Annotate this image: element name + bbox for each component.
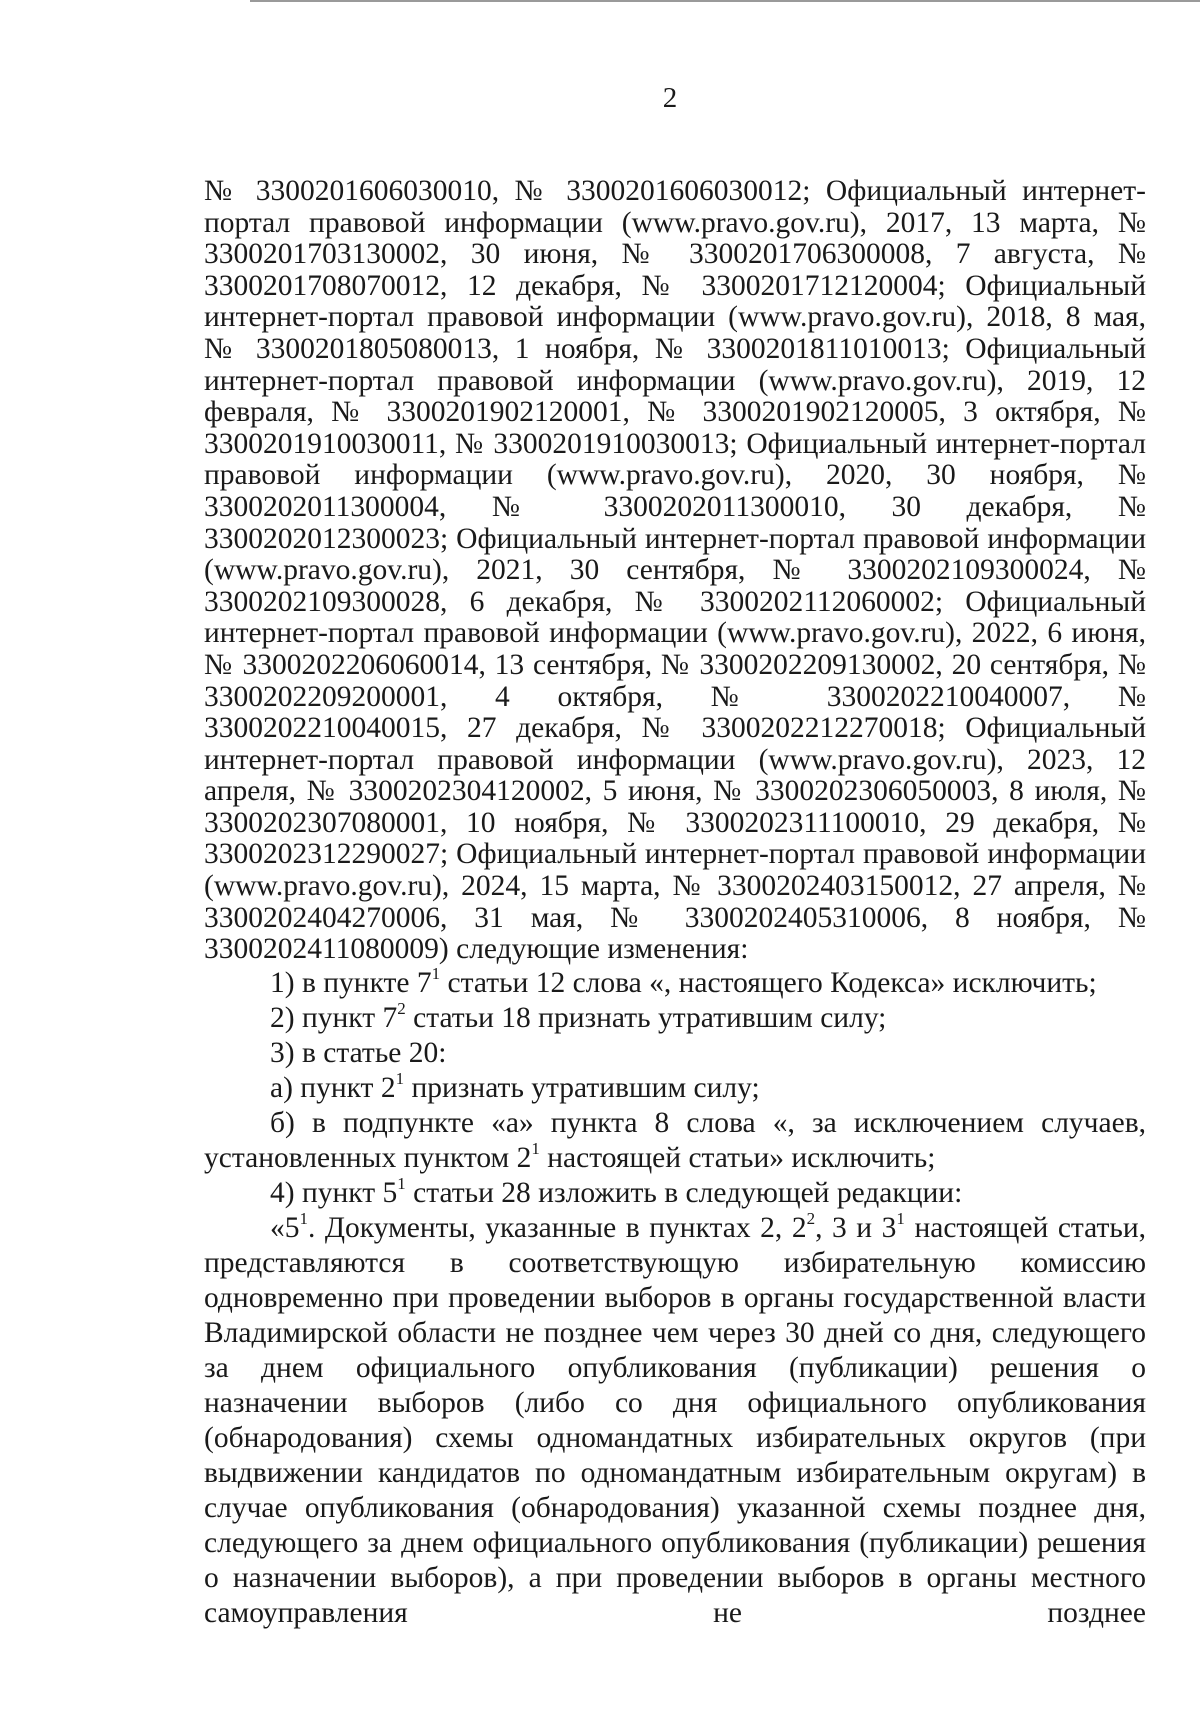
document-body xyxy=(204,176,1146,1631)
item-text: статьи 12 слова «, настоящего Кодекса» исключить; xyxy=(440,966,1097,999)
superscript: 1 xyxy=(896,1209,905,1229)
amendment-item-2 xyxy=(204,1001,1146,1036)
new-wording-quote xyxy=(204,1211,1146,1631)
superscript: 1 xyxy=(431,964,441,984)
superscript: 1 xyxy=(531,1139,540,1159)
superscript: 2 xyxy=(397,999,406,1019)
quote-text: «5 xyxy=(270,1211,300,1244)
scan-edge-line xyxy=(250,0,1200,2)
superscript: 2 xyxy=(806,1209,816,1229)
item-text: признать утратившим силу; xyxy=(404,1071,760,1104)
quote-text: . Документы, указанные в пунктах 2, 2 xyxy=(308,1211,807,1244)
quote-text: настоящей статьи, представляются в соответствующую избирательную комиссию одновременно при проведении выборов в органы государственной власти Владимирской области не позднее чем через 30 дней со дня, следующего за днем официального опубликования (публикации) решения о назначении выборов (либо со дня официального опубликования (обнародования) схемы одномандатных избирательных округов (при выдвижении кандидатов по одномандатным избирательным округам) в случае опубликования (обнародования) указанной схемы позднее дня, следующего за днем официального опубликования (публикации) решения о назначении выборов), а при проведении выборов в органы местного самоуправления не позднее xyxy=(204,1211,1146,1629)
item-text: 1) в пункте 7 xyxy=(270,966,432,999)
amendment-item-4 xyxy=(204,1176,1146,1211)
item-text: статьи 28 изложить в следующей редакции: xyxy=(405,1176,963,1209)
item-text: а) пункт 2 xyxy=(270,1071,396,1104)
superscript: 1 xyxy=(299,1209,308,1229)
superscript: 1 xyxy=(397,1174,406,1194)
amendment-item-3a xyxy=(204,1071,1146,1106)
item-text: 4) пункт 5 xyxy=(270,1176,398,1209)
item-text: настоящей статьи» исключить; xyxy=(539,1141,936,1174)
item-text: 2) пункт 7 xyxy=(270,1001,398,1034)
page-number: 2 xyxy=(662,82,678,114)
amendment-item-3: 3) в статье 20: xyxy=(270,1036,447,1069)
intro-paragraph: № 3300201606030010, № 3300201606030012; Официальный интернет-портал правовой информации (www.pravo.gov.ru), 2017, 13 марта, № 3300201703130002, 30 июня, № 3300201706300008, 7 августа, № 3300201708070012, 12 декабря, № 3300201712120004; Официальный интернет-портал правовой информации (www.pravo.gov.ru), 2018, 8 мая, № 3300201805080013, 1 ноября, № 3300201811010013; Официальный интернет-портал правовой информации (www.pravo.gov.ru), 2019, 12 февраля, № 3300201902120001, № 3300201902120005, 3 октября, № 3300201910030011, № 3300201910030013; Официальный интернет-портал правовой информации (www.pravo.gov.ru), 2020, 30 ноября, № 3300202011300004, № 3300202011300010, 30 декабря, № 3300202012300023; Официальный интернет-портал правовой информации (www.pravo.gov.ru), 2021, 30 сентября, № 3300202109300024, № 3300202109300028, 6 декабря, № 3300202112060002; Официальный интернет-портал правовой информации (www.pravo.gov.ru), 2022, 6 июня, № 3300202206060014, 13 сентября, № 3300202209130002, 20 сентября, № 3300202209200001, 4 октября, № 3300202210040007, № 3300202210040015, 27 декабря, № 3300202212270018; Официальный интернет-портал правовой информации (www.pravo.gov.ru), 2023, 12 апреля, № 3300202304120002, 5 июня, № 3300202306050003, 8 июля, № 3300202307080001, 10 ноября, № 3300202311100010, 29 декабря, № 3300202312290027; Официальный интернет-портал правовой информации (www.pravo.gov.ru), 2024, 15 марта, № 3300202403150012, 27 апреля, № 3300202404270006, 31 мая, № 3300202405310006, 8 ноября, № 3300202411080009) следующие изменения: xyxy=(204,175,1146,966)
item-text: статьи 18 признать утратившим силу; xyxy=(405,1001,887,1034)
amendments-list xyxy=(204,966,1146,1631)
item-text: б) в подпункте «а» пункта 8 слова «, за исключением случаев, установленных пунктом 2 xyxy=(204,1106,1146,1174)
quote-text: , 3 и 3 xyxy=(815,1211,897,1244)
superscript: 1 xyxy=(395,1069,405,1089)
amendment-item-1 xyxy=(204,966,1146,1001)
amendment-item-3b xyxy=(204,1106,1146,1176)
